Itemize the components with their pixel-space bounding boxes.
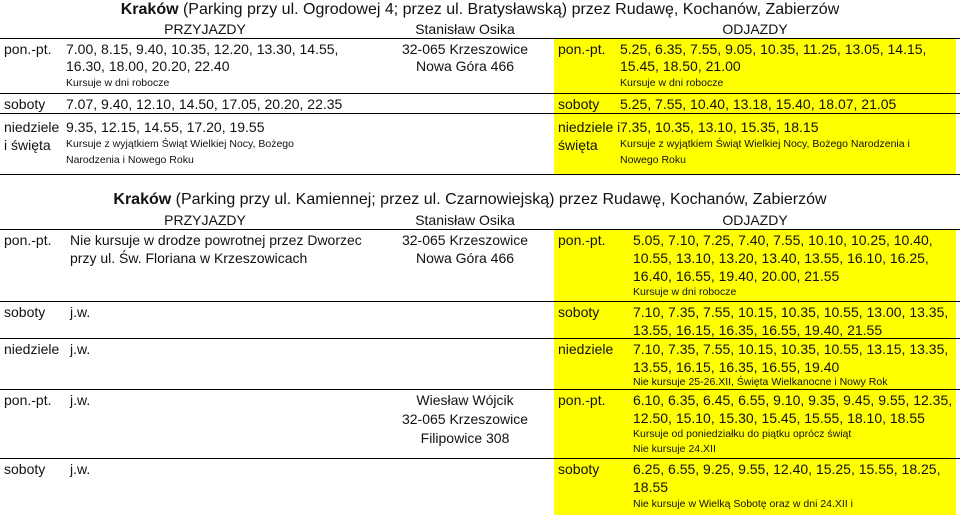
arrival-note: j.w.: [70, 304, 91, 320]
day-label: niedziele: [4, 119, 60, 135]
operator-name: Stanisław Osika: [415, 212, 515, 228]
departures-header: ODJAZDY: [722, 21, 788, 37]
day-label: soboty: [4, 461, 46, 477]
arrival-note: j.w.: [70, 341, 91, 357]
departure-times: 7.35, 10.35, 13.10, 15.35, 18.15: [620, 119, 819, 135]
operator-address: 32-065 Krzeszowice: [401, 41, 529, 57]
day-label: święta: [558, 137, 598, 153]
day-label: i święta: [4, 137, 51, 153]
operator-address: Nowa Góra 466: [415, 58, 515, 74]
departure-times: 18.55: [633, 479, 669, 495]
arrival-times: 7.00, 8.15, 9.40, 10.35, 12.20, 13.30, 14.55,: [66, 41, 339, 57]
route-title: Kraków (Parking przy ul. Ogrodowej 4; przez ul. Bratysławską) przez Rudawę, Kochanów, Zabierzów: [120, 1, 840, 18]
arrival-note: j.w.: [70, 461, 91, 477]
departure-times: 6.25, 6.55, 9.25, 9.55, 12.40, 15.25, 15.55, 18.25,: [633, 461, 941, 477]
departure-times: 5.25, 6.35, 7.55, 9.05, 10.35, 11.25, 13.05, 14.15,: [620, 41, 927, 57]
departures-header: ODJAZDY: [722, 212, 788, 228]
service-note: Nie kursuje 24.XII: [633, 443, 716, 455]
service-note: Nie kursuje w Wielką Sobotę oraz w dni 24.XII i: [633, 498, 854, 510]
operator-address: 32-065 Krzeszowice: [401, 232, 529, 248]
day-label: soboty: [4, 304, 46, 320]
departure-times: 7.10, 7.35, 7.55, 10.15, 10.35, 10.55, 13.15, 13.35,: [633, 341, 949, 357]
departure-times: 7.10, 7.35, 7.55, 10.15, 10.35, 10.55, 13.00, 13.35,: [633, 304, 949, 320]
day-label: pon.-pt.: [558, 232, 606, 248]
operator-address: Nowa Góra 466: [415, 250, 515, 266]
service-note: Kursuje w dni robocze: [633, 286, 737, 298]
day-label: pon.-pt.: [4, 232, 52, 248]
departure-times: 16.40, 16.55, 19.40, 20.00, 21.55: [633, 268, 840, 284]
day-label: pon.-pt.: [4, 392, 52, 408]
service-note: Kursuje z wyjątkiem Świąt Wielkiej Nocy, Bożego: [66, 138, 294, 150]
departure-times: 6.10, 6.35, 6.45, 6.55, 9.10, 9.35, 9.45, 9.55, 12.35,: [633, 392, 953, 408]
departure-times: 12.50, 15.10, 15.30, 15.45, 15.55, 18.10, 18.55: [633, 410, 925, 426]
service-note: Kursuje w dni robocze: [66, 77, 170, 89]
service-note: Kursuje w dni robocze: [620, 77, 724, 89]
day-label: niedziele: [558, 341, 614, 357]
day-label: niedziele: [4, 341, 60, 357]
service-note: Kursuje z wyjątkiem Świąt Wielkiej Nocy, Bożego Narodzenia i: [620, 138, 910, 150]
service-note: Nie kursuje 25-26.XII, Święta Wielkanocne i Nowy Rok: [633, 376, 888, 388]
day-label: soboty: [558, 304, 600, 320]
arrival-times: 9.35, 12.15, 14.55, 17.20, 19.55: [66, 119, 265, 135]
departure-times: 13.55, 16.15, 16.35, 16.55, 19.40: [633, 359, 840, 375]
day-label: soboty: [4, 96, 46, 112]
departure-times: 5.25, 7.55, 10.40, 13.18, 15.40, 18.07, 21.05: [620, 96, 897, 112]
arrival-times: 7.07, 9.40, 12.10, 14.50, 17.05, 20.20, 22.35: [66, 96, 343, 112]
day-label: pon.-pt.: [4, 41, 52, 57]
arrival-note: Nie kursuje w drodze powrotnej przez Dworzec: [70, 232, 362, 248]
operator-name: Stanisław Osika: [415, 21, 515, 37]
departure-times: 13.55, 16.15, 16.35, 16.55, 19.40, 21.55: [633, 322, 883, 338]
departure-times: 5.05, 7.10, 7.25, 7.40, 7.55, 10.10, 10.25, 10.40,: [633, 232, 933, 248]
departure-times: 15.45, 18.50, 21.00: [620, 58, 741, 74]
arrival-note: przy ul. Św. Floriana w Krzeszowicach: [70, 250, 308, 266]
operator-name: Wiesław Wójcik: [416, 392, 514, 408]
arrivals-header: PRZYJAZDY: [164, 21, 246, 37]
departure-times: 10.55, 13.10, 13.20, 13.40, 13.55, 16.10, 16.25,: [633, 250, 929, 266]
day-label: soboty: [558, 96, 600, 112]
arrival-times: 16.30, 18.00, 20.20, 22.40: [66, 58, 230, 74]
arrivals-header: PRZYJAZDY: [164, 212, 246, 228]
day-label: pon.-pt.: [558, 392, 606, 408]
service-note: Nowego Roku: [620, 154, 686, 166]
arrival-note: j.w.: [70, 392, 91, 408]
day-label: pon.-pt.: [558, 41, 606, 57]
service-note: Kursuje od poniedziałku do piątku oprócz świąt: [633, 428, 852, 440]
day-label: soboty: [558, 461, 600, 477]
operator-address: 32-065 Krzeszowice: [401, 411, 529, 427]
service-note: Narodzenia i Nowego Roku: [66, 154, 194, 166]
day-label: niedziele i: [558, 119, 621, 135]
route-title: Kraków (Parking przy ul. Kamiennej; przez ul. Czarnowiejską) przez Rudawę, Kochanów, Zabierzów: [113, 191, 827, 208]
operator-address: Filipowice 308: [420, 430, 510, 446]
